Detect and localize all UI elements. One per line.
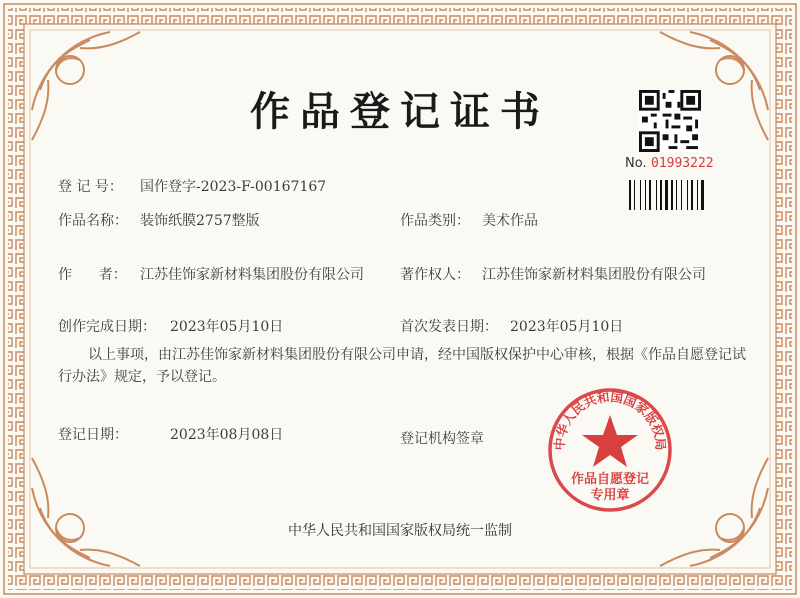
certificate-number: 01993222 — [651, 156, 714, 171]
svg-text:专用章: 专用章 — [590, 488, 630, 503]
author-label: 作 者： — [58, 267, 127, 283]
official-seal-icon — [545, 385, 675, 515]
agency-seal-label: 登记机构签章 — [400, 431, 484, 447]
certificate-number-label: No. — [625, 156, 647, 171]
barcode-icon — [629, 180, 721, 210]
owner-value: 江苏佳饰家新材料集团股份有限公司 — [482, 267, 706, 283]
work-name-value: 装饰纸膜2757整版 — [140, 213, 260, 229]
publish-date-value: 2023年05月10日 — [510, 319, 624, 335]
barcode-bar — [671, 180, 673, 210]
completion-date-value: 2023年05月10日 — [170, 319, 284, 335]
qr-code-icon — [639, 90, 701, 152]
barcode-bar — [634, 180, 635, 210]
author-value: 江苏佳饰家新材料集团股份有限公司 — [140, 267, 364, 283]
barcode-bar — [656, 180, 657, 210]
svg-text:中华人民共和国国家版权局: 中华人民共和国国家版权局 — [551, 389, 669, 451]
svg-text:作品自愿登记: 作品自愿登记 — [570, 472, 650, 487]
barcode-bar — [681, 180, 682, 210]
barcode-bar — [640, 180, 641, 210]
publish-date-label: 首次发表日期： — [400, 319, 498, 335]
certificate-title: 作品登记证书 — [250, 88, 550, 135]
reg-no-label: 登 记 号： — [58, 179, 123, 195]
corner-ornament-br — [660, 458, 768, 566]
barcode-bar — [687, 180, 688, 210]
barcode-bar — [665, 180, 668, 210]
work-name-label: 作品名称： — [58, 213, 128, 229]
corner-ornament-bl — [32, 458, 140, 566]
issuer-footer: 中华人民共和国国家版权局统一监制 — [288, 523, 512, 539]
owner-label: 著作权人： — [400, 267, 470, 283]
barcode-bar — [701, 180, 704, 210]
barcode-bar — [660, 180, 662, 210]
statement-paragraph: 以上事项，由江苏佳饰家新材料集团股份有限公司申请，经中国版权保护中心审核，根据《作品自愿登记试行办法》规定，予以登记。 — [58, 347, 746, 385]
category-value: 美术作品 — [482, 213, 538, 229]
reg-date-value: 2023年08月08日 — [170, 427, 284, 443]
barcode-bar — [649, 180, 651, 210]
category-label: 作品类别： — [400, 213, 470, 229]
barcode-bar — [676, 180, 677, 210]
barcode-bar — [691, 180, 693, 210]
barcode-bar — [629, 180, 631, 210]
barcode-bar — [697, 180, 698, 210]
completion-date-label: 创作完成日期： — [58, 319, 156, 335]
reg-no-value: 国作登字-2023-F-00167167 — [140, 179, 327, 195]
barcode-bar — [645, 180, 646, 210]
reg-date-label: 登记日期： — [58, 427, 128, 443]
